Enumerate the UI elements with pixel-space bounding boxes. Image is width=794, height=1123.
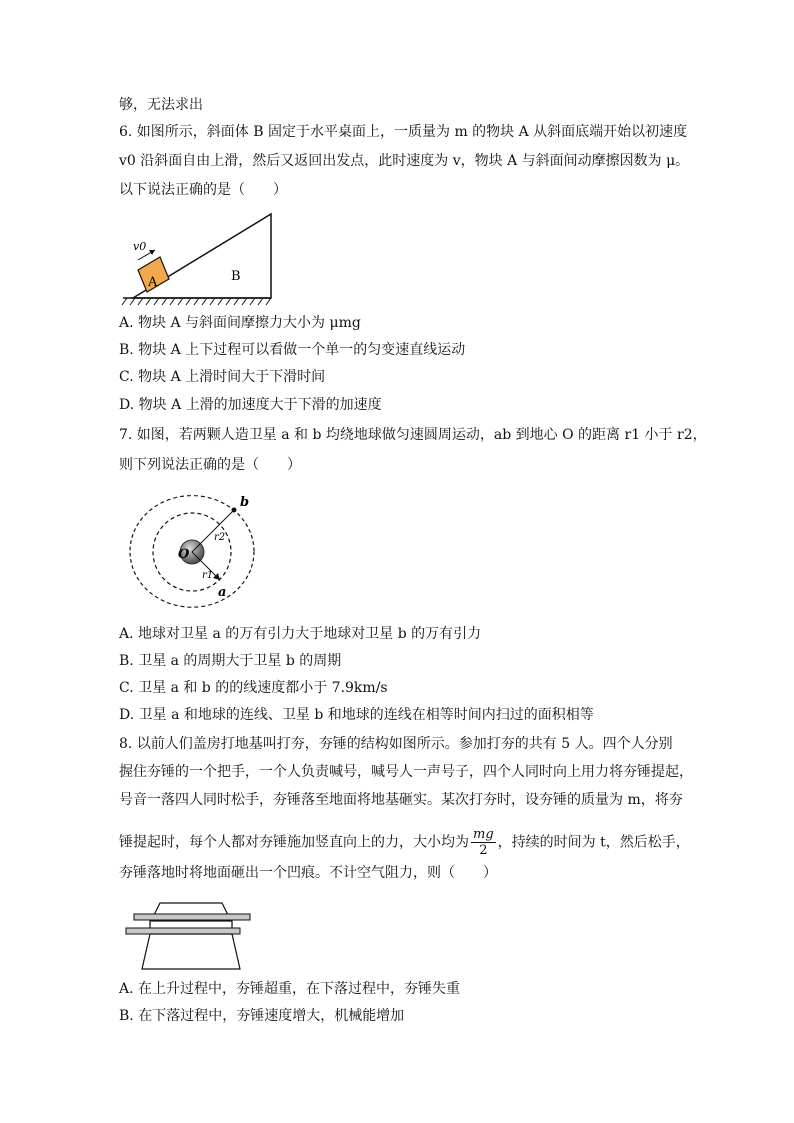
- q8-line-4b: ，持续的时间为 t，然后松手，: [497, 834, 690, 851]
- block-a-label: A: [148, 275, 158, 290]
- upper-handle: [134, 914, 250, 920]
- orbit-figure: [126, 492, 262, 612]
- q8-line-5: 夯锤落地时将地面砸出一个凹痕。不计空气阻力，则（ ）: [119, 865, 497, 881]
- q8-fraction: [471, 827, 496, 858]
- q6-option-b: B. 物块 A 上下过程可以看做一个单一的匀变速直线运动: [119, 342, 466, 358]
- q6-stem-line-2: v0 沿斜面自由上滑，然后又返回出发点，此时速度为 v，物块 A 与斜面间动摩擦因数为 μ。: [119, 153, 690, 169]
- satellite-a-label: a: [218, 585, 227, 600]
- q7-stem-line-2: 则下列说法正确的是（ ）: [119, 457, 301, 473]
- q7-option-d: D. 卫星 a 和地球的连线、卫星 b 和地球的连线在相等时间内扫过的面积相等: [119, 707, 594, 723]
- ground-hatch: [122, 298, 271, 305]
- q6-stem-line-1: 6. 如图所示，斜面体 B 固定于水平桌面上，一质量为 m 的物块 A 从斜面底端开始以初速度: [119, 124, 688, 140]
- satellite-b-label: b: [240, 495, 250, 510]
- q7-option-c: C. 卫星 a 和 b 的的线速度都小于 7.9km/s: [119, 680, 388, 696]
- r1-label: r1: [202, 570, 214, 581]
- q6-option-d: D. 物块 A 上滑的加速度大于下滑的加速度: [119, 397, 382, 413]
- r2-label: r2: [214, 532, 226, 543]
- carryover-text: 够，无法求出: [119, 97, 203, 113]
- q8-line-4: [119, 827, 690, 858]
- incline-b-label: B: [231, 269, 241, 284]
- satellite-b: [232, 508, 237, 513]
- center-o-label: O: [178, 547, 190, 562]
- q6-option-c: C. 物块 A 上滑时间大于下滑时间: [119, 369, 326, 385]
- q7-option-a: A. 地球对卫星 a 的万有引力大于地球对卫星 b 的万有引力: [119, 626, 482, 642]
- q7-option-b: B. 卫星 a 的周期大于卫星 b 的周期: [119, 653, 342, 669]
- v0-label: v0: [133, 240, 147, 253]
- q8-option-a: A. 在上升过程中，夯锤超重，在下落过程中，夯锤失重: [119, 981, 461, 997]
- q7-stem-line-1: 7. 如图，若两颗人造卫星 a 和 b 均绕地球做匀速圆周运动，ab 到地心 O 的距离 r1 小于 r2，: [119, 427, 707, 443]
- q6-option-a: A. 物块 A 与斜面间摩擦力大小为 μmg: [119, 315, 361, 331]
- rammer-figure: [124, 893, 254, 973]
- q8-line-2: 握住夯锤的一个把手，一个人负责喊号，喊号人一声号子，四个人同时向上用力将夯锤提起，: [119, 764, 693, 780]
- q8-line-4a: 锤提起时，每个人都对夯锤施加竖直向上的力，大小均为: [119, 834, 469, 851]
- fraction-numerator: mg: [473, 827, 494, 842]
- rammer-base: [142, 934, 240, 969]
- q8-line-3: 号音一落四人同时松手，夯锤落至地面将地基砸实。某次打夯时，设夯锤的质量为 m，将夯: [119, 792, 683, 808]
- q6-stem-line-3: 以下说法正确的是（ ）: [119, 182, 287, 198]
- lower-handle: [126, 928, 240, 934]
- incline-figure: [119, 208, 279, 308]
- r2-line: [192, 510, 234, 552]
- q8-line-1: 8. 以前人们盖房打地基叫打夯，夯锤的结构如图所示。参加打夯的共有 5 人。四个人分别: [119, 736, 673, 752]
- q8-option-b: B. 在下落过程中，夯锤速度增大，机械能增加: [119, 1008, 405, 1024]
- fraction-denominator: 2: [479, 843, 488, 858]
